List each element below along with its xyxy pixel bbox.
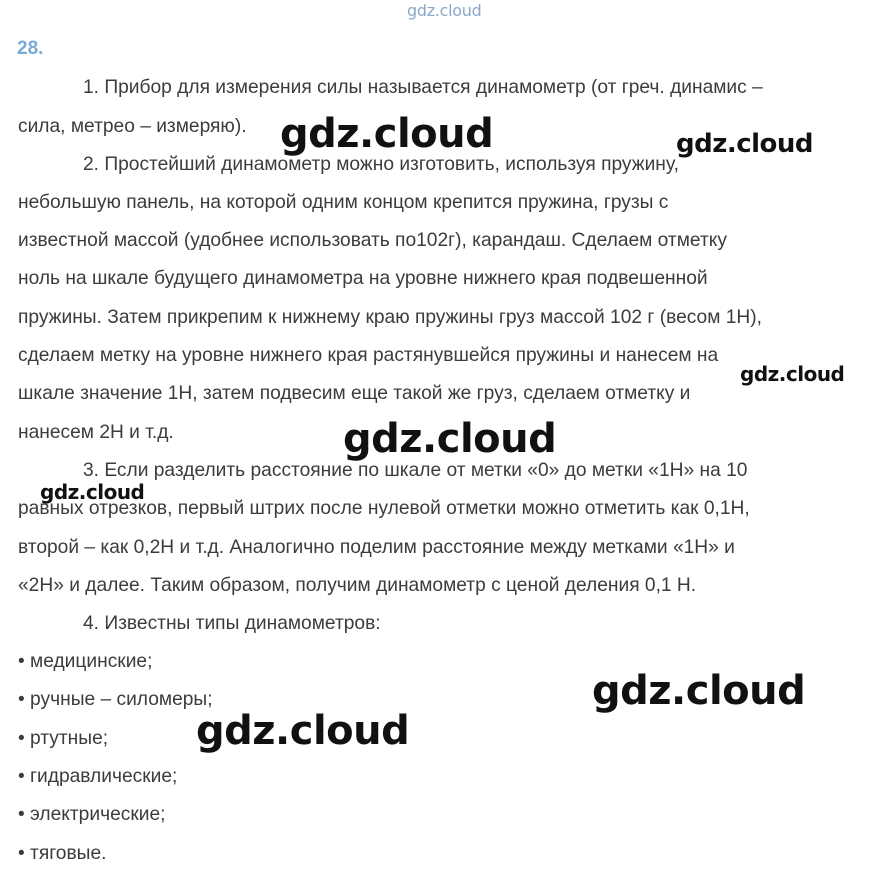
watermark: gdz.cloud: [196, 708, 410, 754]
paragraph-3-line-4: «2Н» и далее. Таким образом, получим динамометр с ценой деления 0,1 Н.: [18, 575, 697, 596]
paragraph-3-line-2: равных отрезков, первый штрих после нулевой отметки можно отметить как 0,1Н,: [18, 498, 750, 519]
paragraph-2-line-4: ноль на шкале будущего динамометра на уровне нижнего края подвешенной: [18, 268, 708, 289]
list-item: • ртутные;: [18, 728, 109, 749]
watermark: gdz.cloud: [592, 668, 806, 714]
paragraph-2-line-5: пружины. Затем прикрепим к нижнему краю пружины груз массой 102 г (весом 1Н),: [18, 307, 762, 328]
paragraph-2-line-7: шкале значение 1Н, затем подвесим еще такой же груз, сделаем отметку и: [18, 383, 691, 404]
list-item: • электрические;: [18, 804, 166, 825]
site-watermark: gdz.cloud: [407, 1, 482, 20]
paragraph-2-line-3: известной массой (удобнее использовать по102г), карандаш. Сделаем отметку: [18, 230, 727, 251]
paragraph-2-line-8: нанесем 2Н и т.д.: [18, 422, 174, 443]
paragraph-2-line-1: 2. Простейший динамометр можно изготовить, используя пружину,: [83, 154, 679, 175]
paragraph-1-line-1: 1. Прибор для измерения силы называется динамометр (от греч. динамис –: [83, 77, 763, 98]
paragraph-2-line-2: небольшую панель, на которой одним концом крепится пружина, грузы с: [18, 192, 669, 213]
paragraph-1-line-2: сила, метрео – измеряю).: [18, 116, 247, 137]
list-item: • тяговые.: [18, 843, 107, 864]
paragraph-3-line-3: второй – как 0,2Н и т.д. Аналогично поделим расстояние между метками «1Н» и: [18, 537, 735, 558]
task-number: 28.: [17, 38, 44, 59]
watermark: gdz.cloud: [280, 111, 494, 157]
list-item: • медицинские;: [18, 651, 153, 672]
watermark: gdz.cloud: [740, 362, 845, 386]
watermark: gdz.cloud: [40, 480, 145, 504]
list-item: • гидравлические;: [18, 766, 178, 787]
paragraph-4-line-1: 4. Известны типы динамометров:: [83, 613, 381, 634]
paragraph-3-line-1: 3. Если разделить расстояние по шкале от метки «0» до метки «1Н» на 10: [83, 460, 748, 481]
watermark: gdz.cloud: [676, 129, 814, 159]
watermark: gdz.cloud: [343, 416, 557, 462]
list-item: • ручные – силомеры;: [18, 689, 213, 710]
paragraph-2-line-6: сделаем метку на уровне нижнего края растянувшейся пружины и нанесем на: [18, 345, 719, 366]
